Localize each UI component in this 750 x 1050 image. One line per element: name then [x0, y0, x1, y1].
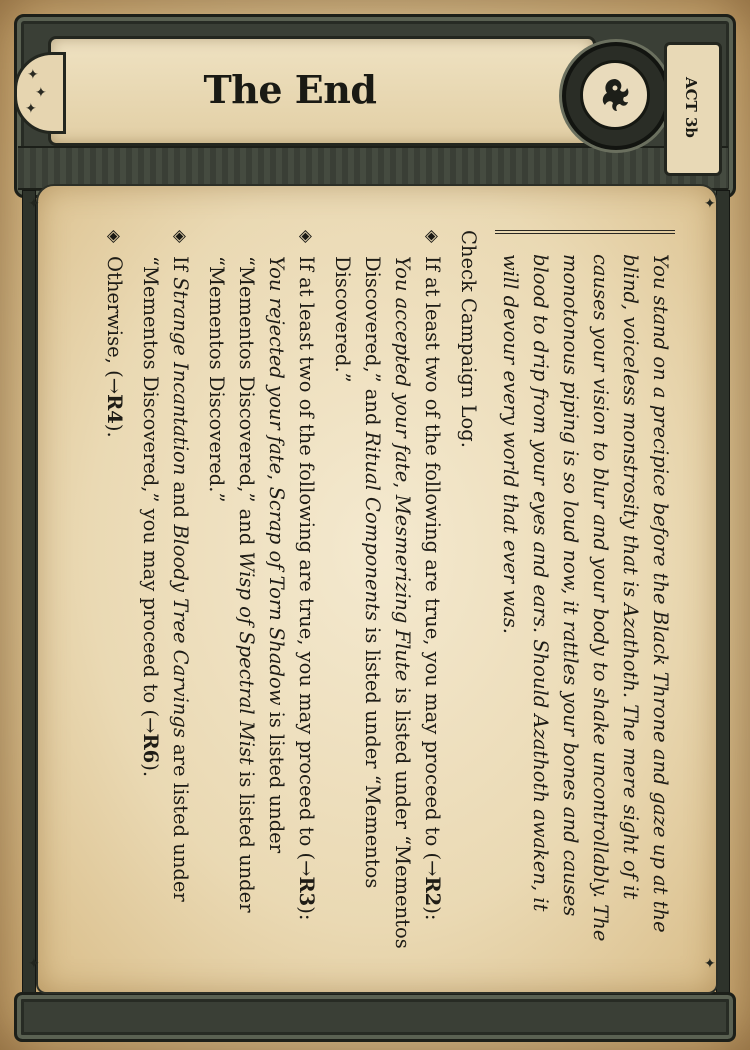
resolution-option — [201, 230, 321, 950]
resolution-ref: R2 — [421, 876, 444, 907]
memento-name: Scrap of Torn Shadow — [265, 486, 288, 706]
resolution-option — [99, 230, 129, 950]
option-text: If — [169, 256, 192, 278]
diamond-bullet-icon: ◈ — [170, 230, 190, 244]
option-text: Otherwise, ( — [103, 256, 126, 378]
resolution-ref: R3 — [295, 876, 318, 907]
card-title: The End — [203, 67, 377, 112]
star-icon: ✦ — [25, 101, 37, 117]
resolution-ref: R4 — [103, 394, 126, 424]
arrow-icon: → — [139, 717, 162, 734]
resolution-option — [135, 230, 195, 950]
emblem-medallion — [562, 42, 670, 150]
option-text: , — [391, 482, 414, 495]
card-body-text — [75, 230, 675, 950]
flavor-text: You stand on a precipice before the Black Throne and gaze up at the blind, voiceless monstrosity that is Azathoth. The mere sight of it causes your vision to blur and your body to shake uncontrollably. The monotonous piping is so loud now, it rattles your bones and causes blood to drip from your eyes and ears. Should Azathoth awaken, it will devour every world that ever was. — [495, 230, 675, 950]
option-text: is listed under “Mementos Discovered,” and — [235, 256, 288, 854]
check-campaign-log: Check Campaign Log. — [457, 230, 480, 448]
arrow-icon: → — [295, 860, 318, 877]
memento-name: Bloody Tree Carvings — [169, 524, 192, 738]
frame-side-right — [716, 190, 730, 998]
option-text: is listed under “Mementos Discovered.” — [205, 256, 258, 913]
memento-name: Strange Incantation — [169, 277, 192, 476]
option-text: If at least two of the following are true, you may proceed to ( — [421, 256, 444, 861]
option-text: ): — [421, 906, 444, 921]
option-text: and — [169, 475, 192, 525]
star-icon: ✦ — [35, 85, 47, 101]
option-text: is listed under “Mementos Discovered.” — [331, 256, 384, 889]
act-label: ACT 3b — [682, 76, 700, 138]
option-text: If at least two of the following are true, you may proceed to ( — [295, 256, 318, 861]
option-text: , — [265, 474, 288, 487]
frame-side-left — [22, 190, 36, 998]
resolution-option — [327, 230, 447, 950]
tentacle-emblem-icon — [580, 60, 650, 130]
ornament-icon: ✦ — [28, 196, 40, 212]
condition-text: You accepted your fate — [391, 256, 414, 483]
memento-name: Ritual Components — [361, 431, 384, 621]
arrow-icon: → — [103, 377, 126, 395]
option-text: is listed under “Mementos Discovered,” and — [361, 256, 414, 949]
resolution-ref: R6 — [139, 733, 162, 764]
option-text: ). — [103, 423, 126, 438]
memento-name: Mesmerizing Flute — [391, 494, 414, 682]
star-icon: ✦ — [27, 67, 39, 83]
option-text: ). — [139, 763, 162, 778]
arrow-icon: → — [421, 860, 444, 877]
option-text: ): — [295, 906, 318, 921]
memento-name: Wisp of Spectral Mist — [235, 551, 258, 765]
ornament-icon: ✦ — [704, 196, 716, 212]
ornament-icon: ✦ — [28, 956, 40, 972]
diamond-bullet-icon: ◈ — [296, 230, 316, 244]
diamond-bullet-icon: ◈ — [422, 230, 442, 244]
diamond-bullet-icon: ◈ — [104, 230, 124, 244]
option-text: are listed under “Mementos Discovered,” you may proceed to ( — [139, 256, 192, 902]
card-frame-bottom — [14, 992, 736, 1042]
ornament-icon: ✦ — [704, 956, 716, 972]
condition-text: You rejected your fate — [265, 256, 288, 475]
